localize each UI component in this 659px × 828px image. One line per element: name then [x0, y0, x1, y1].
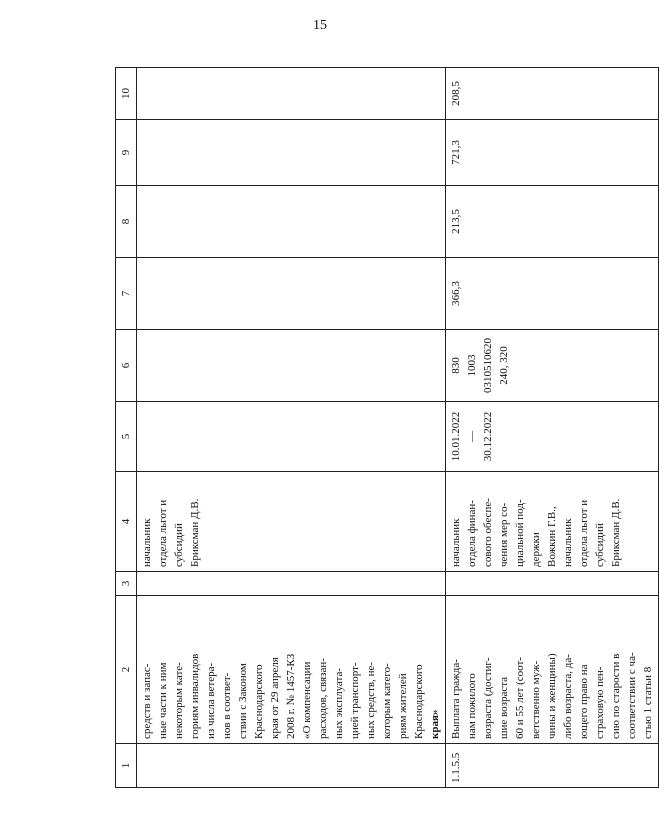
plan-table [115, 67, 659, 788]
column-header: 10 [116, 68, 137, 120]
cell-description: Выплата гражда- нам пожилого возраста (достиг- шие возраста 60 и 55 лет (соот- ветственно муж- чины и женщины) либо возраста, да- ющего право на страховую пен- сию по старости в соответствии с ча- стью 1 статьи 8 [446, 596, 659, 744]
column-header: 4 [116, 472, 137, 572]
cell-responsible: начальник отдела льгот и субсидий Бриксман Д.В. [137, 472, 446, 572]
column-header: 6 [116, 330, 137, 402]
column-header: 1 [116, 744, 137, 788]
table-row [446, 68, 659, 788]
cell-number: 1.1.5.5 [446, 744, 659, 788]
column-header: 7 [116, 258, 137, 330]
column-header: 3 [116, 572, 137, 596]
cell-col7 [137, 258, 446, 330]
cell-responsible: начальник отдела финан- сового обеспе- чения мер со- циальной под- держки Вожкин Г.В., начальник отдела льгот и субсидий Бриксман Д.В. [446, 472, 659, 572]
cell-col8 [137, 186, 446, 258]
cell-budget-code [137, 330, 446, 402]
column-header: 8 [116, 186, 137, 258]
description-text-tail: края» [429, 709, 441, 739]
cell-col3 [137, 572, 446, 596]
cell-number [137, 744, 446, 788]
cell-period [137, 402, 446, 472]
table-row [137, 68, 446, 788]
cell-col3 [446, 572, 659, 596]
rotated-table-container [115, 68, 654, 788]
column-header: 9 [116, 120, 137, 186]
page-number: 15 [313, 18, 327, 33]
cell-col7: 366,3 [446, 258, 659, 330]
cell-description [137, 596, 446, 744]
header-row [116, 68, 137, 788]
cell-col8: 213,5 [446, 186, 659, 258]
cell-col9: 721,3 [446, 120, 659, 186]
cell-period: 10.01.2022 — 30.12.2022 [446, 402, 659, 472]
column-header: 5 [116, 402, 137, 472]
cell-budget-code: 830 1003 0310510620 240, 320 [446, 330, 659, 402]
cell-col10 [137, 68, 446, 120]
description-text: средств и запас- ные части к ним некоторым кате- гориям инвалидов из числа ветера- нов в соответ- ствии с Законом Краснодарского края от 29 апреля 2008 г. № 1457-КЗ «О компенсации расходов, связан- ных эксплуата- цией транспорт- ных средств, не- которым катего- риям жителей Краснодарского [141, 653, 425, 739]
cell-col10: 208,5 [446, 68, 659, 120]
column-header: 2 [116, 596, 137, 744]
cell-col9 [137, 120, 446, 186]
